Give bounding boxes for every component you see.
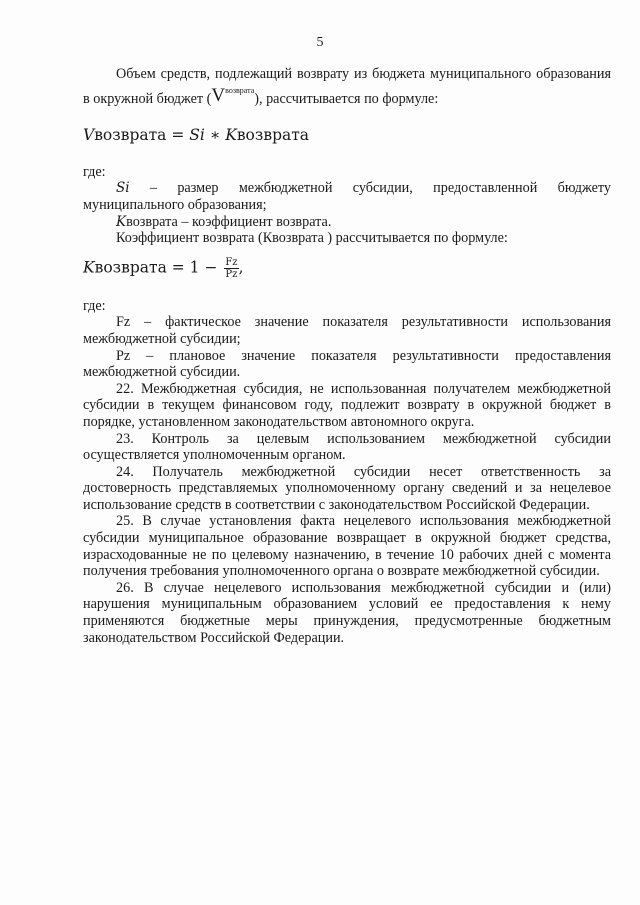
intro-text-end: ), рассчитывается по формуле: [254, 90, 439, 107]
fraction [224, 257, 238, 280]
intro-text: Объем средств, подлежащий возврату из бюджета муниципального образования в окружной бюджет ( [83, 66, 611, 107]
definition-si: Si – размер межбюджетной субсидии, предоставленной бюджету муниципального образования; [83, 180, 611, 213]
formula-return-volume: Vвозврата = Si ∗ Kвозврата [83, 126, 310, 145]
page-number: 5 [316, 35, 324, 50]
k-formula-intro: Коэффициент возврата (Квозврата ) рассчитывается по формуле: [116, 230, 508, 247]
definition-fz: Fz – фактическое значение показателя результативности использования межбюджетной субсидии; [83, 314, 611, 347]
item-23: 23. Контроль за целевым использованием межбюджетной субсидии осуществляется уполномоченным органом. [83, 430, 611, 464]
where-label-1: где: [83, 163, 106, 180]
definition-k: Kвозврата – коэффициент возврата. [116, 213, 332, 230]
intro-paragraph [83, 66, 611, 107]
definition-pz: Pz – плановое значение показателя результативности предоставления межбюджетной субсидии. [83, 347, 611, 381]
where-label-2: где: [83, 297, 106, 314]
fraction-numerator: Fz [225, 256, 238, 268]
v-subscript: возврата [225, 85, 255, 95]
item-22: 22. Межбюджетная субсидия, не использованная получателем межбюджетной субсидии в текущем финансовом году, подлежит возврату в окружной бюджет в порядке, установленном законодательством автономного округа. [83, 380, 611, 430]
fraction-denominator: Pz [225, 268, 238, 280]
formula-return-coefficient: Kвозврата = 1 − $\frac{Fz}{Pz}$ , [83, 256, 244, 280]
document-body [83, 66, 611, 646]
v-symbol: V [211, 84, 226, 106]
item-25: 25. В случае установления факта нецелевого использования межбюджетной субсидии муниципальное образование возвращает в окружной бюджет средства, израсходованные не по целевому назначению, в течение 10 рабочих дней с момента получения требования уполномоченного органа о возврате межбюджетной субсидии. [83, 513, 611, 580]
item-24: 24. Получатель межбюджетной субсидии несет ответственность за достоверность представляемых уполномоченному органу сведений и за нецелевое использование средств в соответствии с законодательством Российской Федерации. [83, 463, 611, 513]
item-26: 26. В случае нецелевого использования межбюджетной субсидии и (или) нарушения муниципальным образованием условий ее предоставления к нему применяются бюджетные меры принуждения, предусмотренные бюджетным законодательством Российской Федерации. [83, 579, 611, 646]
